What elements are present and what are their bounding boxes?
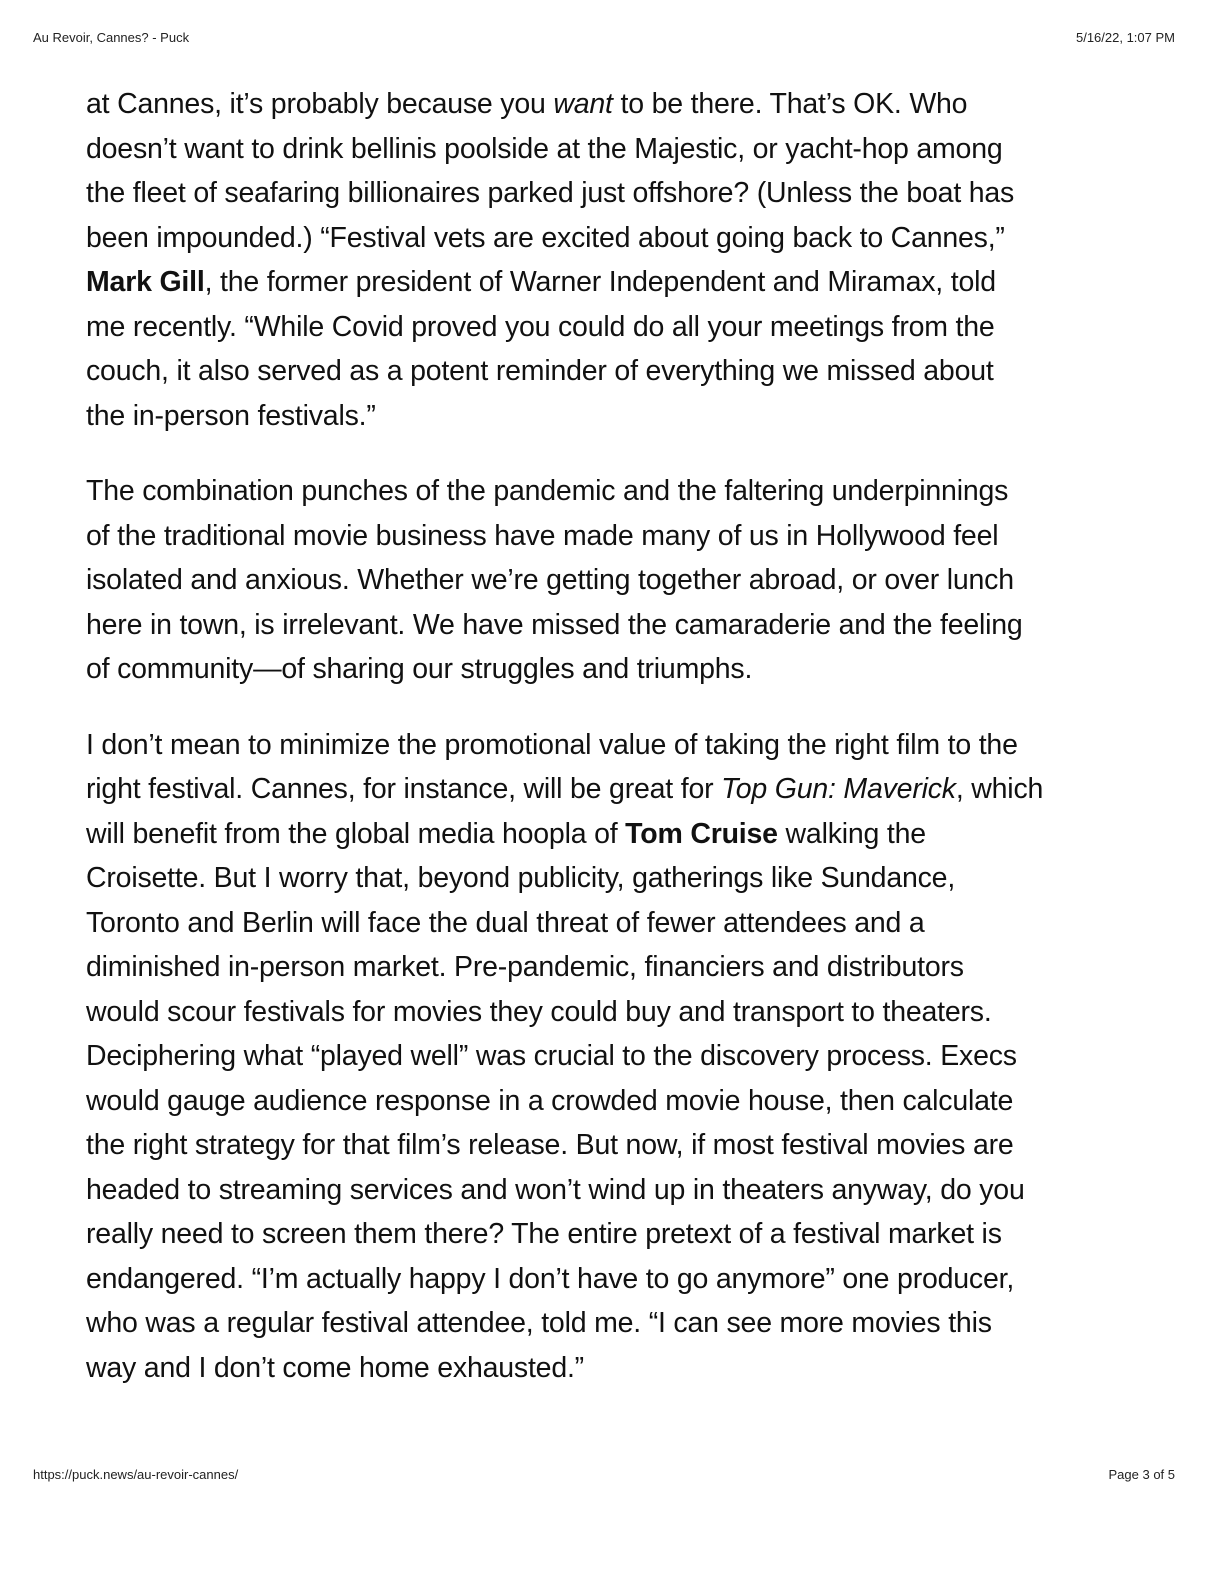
text-line: been impounded.) “Festival vets are excited about going back to Cannes,” — [86, 221, 1005, 254]
text-line: would gauge audience response in a crowded movie house, then calculate — [86, 1084, 1014, 1117]
text-line: of the traditional movie business have made many of us in Hollywood feel — [86, 519, 999, 552]
text-line: Toronto and Berlin will face the dual threat of fewer attendees and a — [86, 906, 925, 939]
text-line: of community—of sharing our struggles and triumphs. — [86, 653, 753, 685]
page-title: Au Revoir, Cannes? - Puck — [33, 30, 190, 45]
text-line: the fleet of seafaring billionaires parked just offshore? (Unless the boat has — [86, 177, 1015, 209]
text-line: Deciphering what “played well” was crucial to the discovery process. Execs — [86, 1040, 1017, 1072]
text-line: would scour festivals for movies they could buy and transport to theaters. — [86, 995, 992, 1028]
print-footer — [33, 1467, 1175, 1482]
text-line: at Cannes, it’s probably because you want to be there. That’s OK. Who — [86, 88, 968, 120]
text-line: endangered. “I’m actually happy I don’t have to go anymore” one producer, — [86, 1262, 1015, 1295]
emphasis: want — [553, 88, 613, 120]
article-body — [86, 82, 1146, 1421]
text-line: will benefit from the global media hoopla of Tom Cruise walking the — [86, 817, 926, 850]
print-datetime: 5/16/22, 1:07 PM — [1075, 30, 1175, 45]
paragraph — [86, 469, 1146, 692]
text-line: isolated and anxious. Whether we’re getting together abroad, or over lunch — [86, 564, 1014, 596]
text-line: couch, it also served as a potent reminder of everything we missed about — [86, 355, 994, 387]
text-line: really need to screen them there? The entire pretext of a festival market is — [86, 1218, 1002, 1250]
text-line: way and I don’t come home exhausted.” — [86, 1351, 584, 1384]
text-line: here in town, is irrelevant. We have missed the camaraderie and the feeling — [86, 608, 1023, 641]
text-line: The combination punches of the pandemic and the faltering underpinnings — [86, 475, 1009, 507]
print-header — [33, 30, 1175, 45]
paragraph — [86, 723, 1146, 1391]
text-line: right festival. Cannes, for instance, will be great for Top Gun: Maverick, which — [86, 773, 1044, 805]
text-line: me recently. “While Covid proved you could do all your meetings from the — [86, 310, 995, 343]
text-line: the in-person festivals.” — [86, 399, 376, 432]
text-line: Mark Gill, the former president of Warner Independent and Miramax, told — [86, 266, 996, 298]
text-line: I don’t mean to minimize the promotional value of taking the right film to the — [86, 728, 1018, 761]
person-name-bold: Mark Gill — [86, 266, 205, 298]
text-line: headed to streaming services and won’t wind up in theaters anyway, do you — [86, 1173, 1025, 1206]
text-line: diminished in-person market. Pre-pandemic, financiers and distributors — [86, 951, 964, 983]
person-name-bold: Tom Cruise — [625, 817, 778, 850]
paragraph — [86, 82, 1146, 438]
text-line: who was a regular festival attendee, told me. “I can see more movies this — [86, 1307, 992, 1339]
page-url: https://puck.news/au-revoir-cannes/ — [33, 1467, 239, 1482]
text-line: Croisette. But I worry that, beyond publicity, gatherings like Sundance, — [86, 862, 956, 894]
page-number: Page 3 of 5 — [1108, 1467, 1175, 1482]
film-title-italic: Top Gun: Maverick — [721, 773, 956, 805]
text-line: the right strategy for that film’s release. But now, if most festival movies are — [86, 1129, 1014, 1161]
text-line: doesn’t want to drink bellinis poolside at the Majestic, or yacht-hop among — [86, 132, 1003, 165]
